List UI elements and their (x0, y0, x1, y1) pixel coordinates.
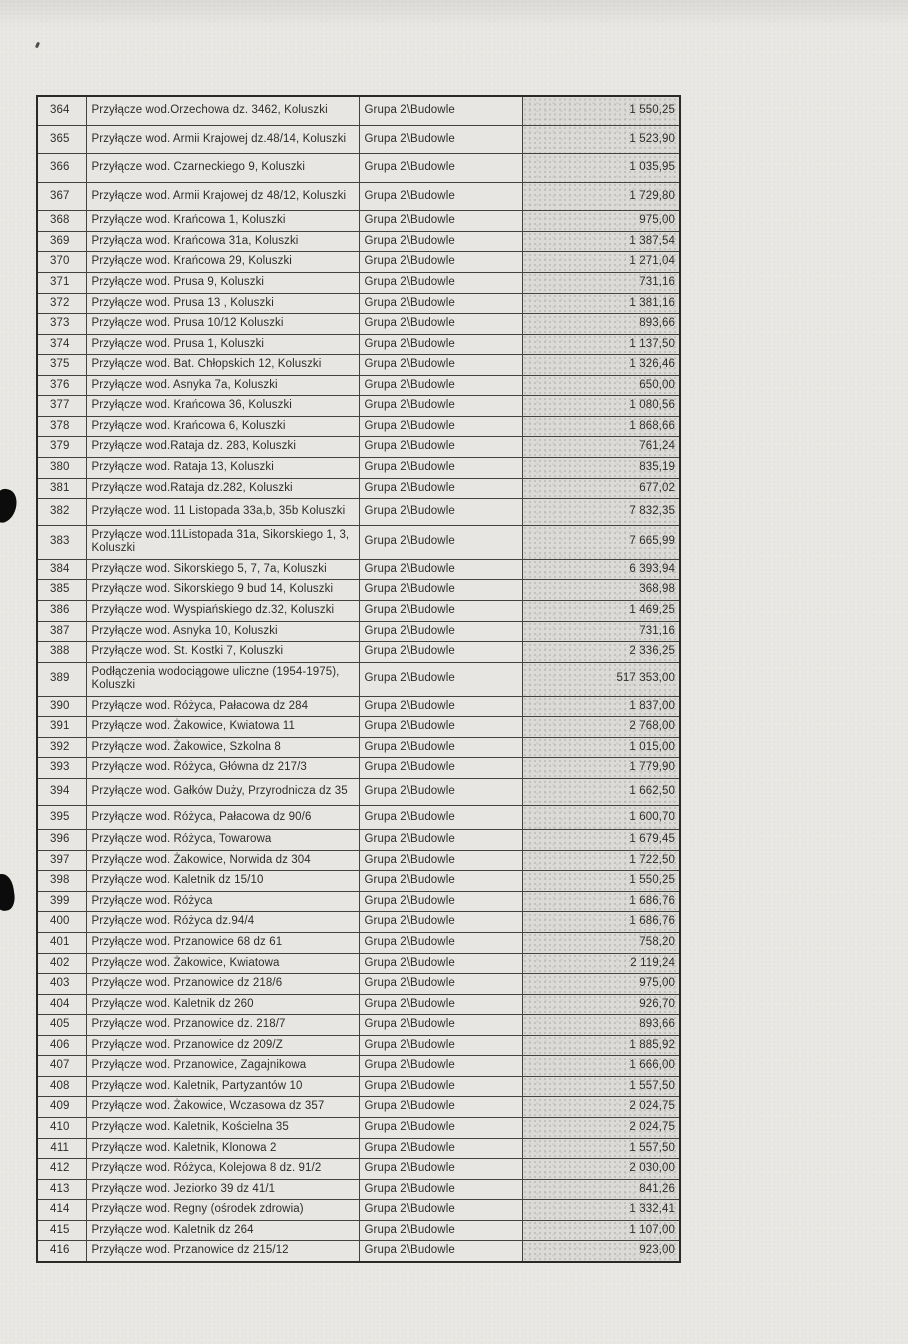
cell-description: Przyłącze wod. Prusa 9, Koluszki (86, 272, 359, 293)
table-row (37, 662, 680, 696)
table-row (37, 458, 680, 479)
cell-description: Przyłącze wod. Kaletnik dz 15/10 (86, 871, 359, 892)
cell-description: Przyłącze wod. Regny (ośrodek zdrowia) (86, 1200, 359, 1221)
cell-number: 365 (37, 125, 86, 154)
cell-number: 379 (37, 437, 86, 458)
cell-value: 1 332,41 (522, 1200, 680, 1221)
scan-speck-artifact (35, 42, 40, 49)
cell-description: Przyłącze wod. Przanowice dz 215/12 (86, 1241, 359, 1262)
cell-number: 389 (37, 662, 86, 696)
cell-number: 407 (37, 1056, 86, 1077)
cell-description: Przyłącze wod. Czarneckiego 9, Koluszki (86, 154, 359, 183)
cell-group: Grupa 2\Budowle (359, 891, 522, 912)
cell-number: 387 (37, 621, 86, 642)
cell-number: 370 (37, 252, 86, 273)
cell-number: 371 (37, 272, 86, 293)
cell-description: Przyłącze wod. Sikorskiego 9 bud 14, Koluszki (86, 580, 359, 601)
cell-value: 1 137,50 (522, 334, 680, 355)
cell-number: 412 (37, 1159, 86, 1180)
table-row (37, 1200, 680, 1221)
table-row (37, 642, 680, 663)
cell-value: 758,20 (522, 932, 680, 953)
cell-description: Przyłącze wod. Krańcowa 6, Koluszki (86, 416, 359, 437)
cell-value: 2 119,24 (522, 953, 680, 974)
cell-group: Grupa 2\Budowle (359, 272, 522, 293)
cell-number: 409 (37, 1097, 86, 1118)
cell-description: Przyłącze wod.Rataja dz. 283, Koluszki (86, 437, 359, 458)
table-row (37, 953, 680, 974)
cell-group: Grupa 2\Budowle (359, 737, 522, 758)
cell-value: 1 080,56 (522, 396, 680, 417)
cell-value: 975,00 (522, 211, 680, 232)
cell-number: 368 (37, 211, 86, 232)
cell-value: 1 550,25 (522, 96, 680, 125)
cell-description: Przyłącze wod. Kaletnik, Kościelna 35 (86, 1118, 359, 1139)
table-row (37, 525, 680, 559)
cell-group: Grupa 2\Budowle (359, 334, 522, 355)
cell-number: 410 (37, 1118, 86, 1139)
cell-description: Przyłącze wod. Asnyka 10, Koluszki (86, 621, 359, 642)
cell-number: 406 (37, 1035, 86, 1056)
cell-value: 1 387,54 (522, 231, 680, 252)
table-row (37, 830, 680, 851)
cell-value: 893,66 (522, 1015, 680, 1036)
cell-description: Przyłącze wod. Kaletnik dz 264 (86, 1220, 359, 1241)
table-row (37, 974, 680, 995)
cell-number: 377 (37, 396, 86, 417)
table-row (37, 437, 680, 458)
table-row (37, 932, 680, 953)
cell-group: Grupa 2\Budowle (359, 1179, 522, 1200)
cell-number: 390 (37, 696, 86, 717)
table-row (37, 252, 680, 273)
cell-number: 403 (37, 974, 86, 995)
table-row (37, 621, 680, 642)
cell-group: Grupa 2\Budowle (359, 779, 522, 806)
table-row (37, 314, 680, 335)
cell-number: 400 (37, 912, 86, 933)
cell-group: Grupa 2\Budowle (359, 696, 522, 717)
table-row (37, 375, 680, 396)
cell-description: Przyłącze wod. Wyspiańskiego dz.32, Koluszki (86, 600, 359, 621)
cell-group: Grupa 2\Budowle (359, 293, 522, 314)
cell-group: Grupa 2\Budowle (359, 850, 522, 871)
table-row (37, 696, 680, 717)
cell-number: 396 (37, 830, 86, 851)
cell-description: Przyłącze wod. Żakowice, Kwiatowa 11 (86, 717, 359, 738)
cell-description: Przyłącze wod. Armii Krajowej dz 48/12, Koluszki (86, 182, 359, 211)
cell-group: Grupa 2\Budowle (359, 1056, 522, 1077)
cell-number: 399 (37, 891, 86, 912)
cell-group: Grupa 2\Budowle (359, 580, 522, 601)
table-row (37, 994, 680, 1015)
cell-group: Grupa 2\Budowle (359, 1220, 522, 1241)
cell-description: Przyłącze wod. Asnyka 7a, Koluszki (86, 375, 359, 396)
cell-group: Grupa 2\Budowle (359, 871, 522, 892)
cell-description: Przyłącze wod.11Listopada 31a, Sikorskiego 1, 3, Koluszki (86, 525, 359, 559)
table-row (37, 231, 680, 252)
cell-description: Przyłącze wod. Przanowice dz 209/Z (86, 1035, 359, 1056)
table-row (37, 871, 680, 892)
table-row (37, 600, 680, 621)
cell-value: 1 381,16 (522, 293, 680, 314)
table-row (37, 1097, 680, 1118)
cell-value: 1 679,45 (522, 830, 680, 851)
cell-number: 366 (37, 154, 86, 183)
table-row (37, 499, 680, 526)
cell-description: Przyłącze wod. Przanowice dz. 218/7 (86, 1015, 359, 1036)
cell-value: 1 722,50 (522, 850, 680, 871)
cell-description: Przyłącze wod. Różyca, Kolejowa 8 dz. 91/2 (86, 1159, 359, 1180)
table-row (37, 912, 680, 933)
cell-description: Przyłącze wod. Armii Krajowej dz.48/14, Koluszki (86, 125, 359, 154)
scan-ink-blob-artifact (0, 873, 16, 913)
cell-group: Grupa 2\Budowle (359, 642, 522, 663)
cell-number: 372 (37, 293, 86, 314)
cell-group: Grupa 2\Budowle (359, 437, 522, 458)
cell-description: Przyłącze wod. Różyca, Pałacowa dz 90/6 (86, 805, 359, 830)
cell-number: 384 (37, 559, 86, 580)
cell-number: 414 (37, 1200, 86, 1221)
cell-description: Przyłącze wod. Przanowice 68 dz 61 (86, 932, 359, 953)
table-row (37, 737, 680, 758)
cell-group: Grupa 2\Budowle (359, 154, 522, 183)
cell-number: 367 (37, 182, 86, 211)
cell-group: Grupa 2\Budowle (359, 1159, 522, 1180)
cell-description: Przyłącze wod. Sikorskiego 5, 7, 7a, Koluszki (86, 559, 359, 580)
cell-value: 2 024,75 (522, 1097, 680, 1118)
cell-number: 373 (37, 314, 86, 335)
table-row (37, 211, 680, 232)
cell-group: Grupa 2\Budowle (359, 478, 522, 499)
table-row (37, 334, 680, 355)
cell-value: 1 107,00 (522, 1220, 680, 1241)
cell-group: Grupa 2\Budowle (359, 355, 522, 376)
cell-description: Przyłącze wod.Orzechowa dz. 3462, Koluszki (86, 96, 359, 125)
table-row (37, 1015, 680, 1036)
cell-number: 369 (37, 231, 86, 252)
cell-description: Przyłącze wod. Żakowice, Kwiatowa (86, 953, 359, 974)
cell-number: 364 (37, 96, 86, 125)
cell-number: 402 (37, 953, 86, 974)
cell-group: Grupa 2\Budowle (359, 416, 522, 437)
cell-number: 398 (37, 871, 86, 892)
cell-group: Grupa 2\Budowle (359, 1241, 522, 1262)
cell-number: 386 (37, 600, 86, 621)
cell-number: 397 (37, 850, 86, 871)
cell-number: 405 (37, 1015, 86, 1036)
cell-description: Przyłącze wod. Krańcowa 29, Koluszki (86, 252, 359, 273)
table-row (37, 1220, 680, 1241)
cell-value: 7 665,99 (522, 525, 680, 559)
cell-group: Grupa 2\Budowle (359, 375, 522, 396)
cell-value: 761,24 (522, 437, 680, 458)
cell-description: Przyłącze wod. Żakowice, Wczasowa dz 357 (86, 1097, 359, 1118)
cell-group: Grupa 2\Budowle (359, 1138, 522, 1159)
table-row (37, 125, 680, 154)
cell-value: 1 015,00 (522, 737, 680, 758)
cell-description: Przyłącze wod. Różyca, Główna dz 217/3 (86, 758, 359, 779)
asset-table-body (37, 96, 680, 1262)
cell-value: 677,02 (522, 478, 680, 499)
cell-number: 413 (37, 1179, 86, 1200)
cell-value: 1 326,46 (522, 355, 680, 376)
cell-number: 380 (37, 458, 86, 479)
cell-value: 731,16 (522, 272, 680, 293)
table-row (37, 96, 680, 125)
cell-number: 416 (37, 1241, 86, 1262)
cell-value: 1 779,90 (522, 758, 680, 779)
cell-number: 393 (37, 758, 86, 779)
cell-description: Przyłącze wod. Rataja 13, Koluszki (86, 458, 359, 479)
cell-value: 923,00 (522, 1241, 680, 1262)
cell-number: 411 (37, 1138, 86, 1159)
cell-value: 835,19 (522, 458, 680, 479)
cell-value: 2 768,00 (522, 717, 680, 738)
table-row (37, 1241, 680, 1262)
table-row (37, 1035, 680, 1056)
cell-description: Przyłącze wod. Prusa 1, Koluszki (86, 334, 359, 355)
cell-group: Grupa 2\Budowle (359, 396, 522, 417)
cell-description: Przyłącze wod. Krańcowa 36, Koluszki (86, 396, 359, 417)
cell-group: Grupa 2\Budowle (359, 1076, 522, 1097)
cell-group: Grupa 2\Budowle (359, 1015, 522, 1036)
table-row (37, 559, 680, 580)
cell-description: Przyłącze wod. Żakowice, Norwida dz 304 (86, 850, 359, 871)
cell-number: 408 (37, 1076, 86, 1097)
table-row (37, 416, 680, 437)
cell-group: Grupa 2\Budowle (359, 932, 522, 953)
cell-description: Przyłącze wod. St. Kostki 7, Koluszki (86, 642, 359, 663)
cell-value: 650,00 (522, 375, 680, 396)
table-row (37, 805, 680, 830)
cell-description: Przyłącze wod.Rataja dz.282, Koluszki (86, 478, 359, 499)
cell-description: Przyłącze wod. Różyca dz.94/4 (86, 912, 359, 933)
cell-description: Przyłącze wod. Kaletnik dz 260 (86, 994, 359, 1015)
cell-value: 1 686,76 (522, 891, 680, 912)
cell-value: 1 550,25 (522, 871, 680, 892)
cell-description: Przyłącze wod. Jeziorko 39 dz 41/1 (86, 1179, 359, 1200)
cell-description: Przyłącze wod. Przanowice, Zagajnikowa (86, 1056, 359, 1077)
cell-number: 376 (37, 375, 86, 396)
table-row (37, 478, 680, 499)
cell-value: 1 885,92 (522, 1035, 680, 1056)
table-row (37, 1159, 680, 1180)
cell-group: Grupa 2\Budowle (359, 125, 522, 154)
asset-register-table (36, 95, 681, 1263)
cell-description: Przyłącze wod. Różyca, Towarowa (86, 830, 359, 851)
cell-group: Grupa 2\Budowle (359, 1200, 522, 1221)
cell-group: Grupa 2\Budowle (359, 621, 522, 642)
cell-description: Przyłącze wod. Prusa 10/12 Koluszki (86, 314, 359, 335)
cell-value: 975,00 (522, 974, 680, 995)
cell-value: 1 271,04 (522, 252, 680, 273)
table-row (37, 355, 680, 376)
table-row (37, 1118, 680, 1139)
cell-number: 378 (37, 416, 86, 437)
cell-description: Przyłącze wod. Bat. Chłopskich 12, Koluszki (86, 355, 359, 376)
cell-description: Przyłącze wod. 11 Listopada 33a,b, 35b Koluszki (86, 499, 359, 526)
cell-number: 391 (37, 717, 86, 738)
cell-group: Grupa 2\Budowle (359, 953, 522, 974)
cell-group: Grupa 2\Budowle (359, 974, 522, 995)
cell-value: 926,70 (522, 994, 680, 1015)
cell-value: 6 393,94 (522, 559, 680, 580)
cell-group: Grupa 2\Budowle (359, 758, 522, 779)
cell-value: 1 868,66 (522, 416, 680, 437)
cell-group: Grupa 2\Budowle (359, 182, 522, 211)
cell-group: Grupa 2\Budowle (359, 231, 522, 252)
cell-value: 7 832,35 (522, 499, 680, 526)
cell-description: Przyłącze wod. Różyca (86, 891, 359, 912)
cell-number: 383 (37, 525, 86, 559)
cell-description: Przyłącze wod. Kaletnik, Klonowa 2 (86, 1138, 359, 1159)
cell-value: 2 336,25 (522, 642, 680, 663)
cell-value: 1 837,00 (522, 696, 680, 717)
cell-description: Przyłącze wod. Przanowice dz 218/6 (86, 974, 359, 995)
table-row (37, 717, 680, 738)
cell-description: Przyłącze wod. Prusa 13 , Koluszki (86, 293, 359, 314)
cell-number: 374 (37, 334, 86, 355)
cell-group: Grupa 2\Budowle (359, 600, 522, 621)
cell-number: 388 (37, 642, 86, 663)
cell-description: Podłączenia wodociągowe uliczne (1954-1975), Koluszki (86, 662, 359, 696)
cell-description: Przyłącze wod. Gałków Duży, Przyrodnicza dz 35 (86, 779, 359, 806)
cell-group: Grupa 2\Budowle (359, 662, 522, 696)
cell-group: Grupa 2\Budowle (359, 1118, 522, 1139)
cell-value: 1 469,25 (522, 600, 680, 621)
cell-value: 368,98 (522, 580, 680, 601)
cell-value: 1 523,90 (522, 125, 680, 154)
cell-group: Grupa 2\Budowle (359, 96, 522, 125)
table-row (37, 891, 680, 912)
table-row (37, 1076, 680, 1097)
cell-value: 1 557,50 (522, 1138, 680, 1159)
cell-description: Przyłącze wod. Różyca, Pałacowa dz 284 (86, 696, 359, 717)
cell-description: Przyłącze wod. Krańcowa 1, Koluszki (86, 211, 359, 232)
cell-value: 1 729,80 (522, 182, 680, 211)
cell-number: 401 (37, 932, 86, 953)
cell-group: Grupa 2\Budowle (359, 559, 522, 580)
cell-value: 2 024,75 (522, 1118, 680, 1139)
cell-description: Przyłącze wod. Żakowice, Szkolna 8 (86, 737, 359, 758)
cell-number: 381 (37, 478, 86, 499)
cell-number: 395 (37, 805, 86, 830)
cell-group: Grupa 2\Budowle (359, 252, 522, 273)
cell-group: Grupa 2\Budowle (359, 525, 522, 559)
cell-value: 1 662,50 (522, 779, 680, 806)
cell-group: Grupa 2\Budowle (359, 717, 522, 738)
cell-group: Grupa 2\Budowle (359, 912, 522, 933)
cell-value: 2 030,00 (522, 1159, 680, 1180)
table-row (37, 1138, 680, 1159)
cell-description: Przyłącze wod. Kaletnik, Partyzantów 10 (86, 1076, 359, 1097)
cell-group: Grupa 2\Budowle (359, 830, 522, 851)
cell-group: Grupa 2\Budowle (359, 805, 522, 830)
cell-description: Przyłącza wod. Krańcowa 31a, Koluszki (86, 231, 359, 252)
cell-group: Grupa 2\Budowle (359, 314, 522, 335)
table-row (37, 779, 680, 806)
cell-number: 385 (37, 580, 86, 601)
table-row (37, 396, 680, 417)
table-row (37, 850, 680, 871)
table-row (37, 272, 680, 293)
cell-group: Grupa 2\Budowle (359, 211, 522, 232)
cell-value: 517 353,00 (522, 662, 680, 696)
table-row (37, 293, 680, 314)
cell-value: 1 686,76 (522, 912, 680, 933)
cell-value: 1 600,70 (522, 805, 680, 830)
table-row (37, 1179, 680, 1200)
cell-value: 893,66 (522, 314, 680, 335)
cell-number: 382 (37, 499, 86, 526)
cell-number: 394 (37, 779, 86, 806)
cell-group: Grupa 2\Budowle (359, 1035, 522, 1056)
table-row (37, 580, 680, 601)
table-row (37, 182, 680, 211)
cell-group: Grupa 2\Budowle (359, 1097, 522, 1118)
scan-ink-blob-artifact (0, 487, 20, 526)
cell-value: 1 035,95 (522, 154, 680, 183)
table-row (37, 1056, 680, 1077)
cell-value: 1 557,50 (522, 1076, 680, 1097)
table-row (37, 154, 680, 183)
cell-number: 415 (37, 1220, 86, 1241)
cell-number: 392 (37, 737, 86, 758)
cell-value: 731,16 (522, 621, 680, 642)
cell-value: 1 666,00 (522, 1056, 680, 1077)
cell-value: 841,26 (522, 1179, 680, 1200)
table-row (37, 758, 680, 779)
cell-group: Grupa 2\Budowle (359, 458, 522, 479)
cell-number: 404 (37, 994, 86, 1015)
cell-group: Grupa 2\Budowle (359, 994, 522, 1015)
cell-number: 375 (37, 355, 86, 376)
cell-group: Grupa 2\Budowle (359, 499, 522, 526)
